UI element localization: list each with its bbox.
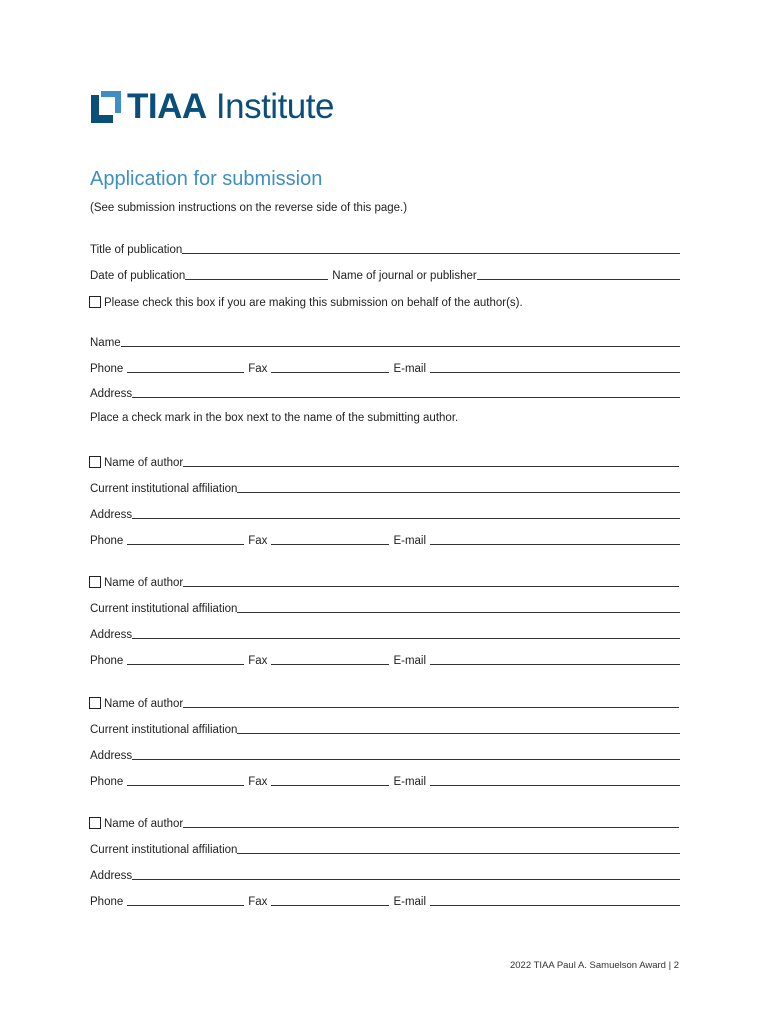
submitter-phone-label: Phone: [90, 363, 124, 375]
author-3-contact-row[interactable]: [90, 772, 680, 788]
date-of-publication-label: Date of publication: [90, 270, 186, 282]
author-4-name-field[interactable]: [183, 826, 679, 828]
author-3-address-field[interactable]: [132, 758, 680, 760]
author-2-affiliation-row[interactable]: [90, 599, 680, 615]
title-of-publication-field[interactable]: [182, 252, 680, 254]
author-4-email-field[interactable]: [430, 904, 680, 906]
submitter-email-label: E-mail: [393, 363, 427, 375]
author-2-affiliation-label: Current institutional affiliation: [90, 603, 238, 615]
author-4-affiliation-row[interactable]: [90, 840, 680, 856]
author-1-address-label: Address: [90, 509, 133, 521]
author-1-name-field[interactable]: [183, 465, 679, 467]
author-1-checkbox[interactable]: [89, 456, 101, 468]
author-1-affiliation-label: Current institutional affiliation: [90, 483, 238, 495]
submitter-fax-label: Fax: [248, 363, 268, 375]
author-3-affiliation-label: Current institutional affiliation: [90, 724, 238, 736]
journal-field[interactable]: [477, 278, 680, 280]
behalf-row[interactable]: [89, 293, 679, 309]
author-1-contact-row[interactable]: [90, 531, 680, 547]
logo-text: TIAA Institute: [127, 87, 334, 126]
author-4-name-row[interactable]: [89, 814, 679, 830]
submitter-phone-field[interactable]: [127, 371, 244, 373]
submitter-address-label: Address: [90, 388, 133, 400]
author-2-name-label: Name of author: [104, 577, 184, 589]
author-4-contact-row[interactable]: [90, 892, 680, 908]
author-3-email-field[interactable]: [430, 784, 680, 786]
author-1-name-row[interactable]: [89, 453, 679, 469]
submitter-name-row[interactable]: [90, 333, 680, 349]
author-3-name-row[interactable]: [89, 694, 679, 710]
author-3-name-label: Name of author: [104, 698, 184, 710]
author-4-email-label: E-mail: [393, 896, 427, 908]
author-1-affiliation-row[interactable]: [90, 479, 680, 495]
author-4-affiliation-field[interactable]: [237, 852, 680, 854]
author-3-fax-label: Fax: [248, 776, 268, 788]
author-4-affiliation-label: Current institutional affiliation: [90, 844, 238, 856]
author-3-phone-label: Phone: [90, 776, 124, 788]
author-1-name-label: Name of author: [104, 457, 184, 469]
form-subtitle: (See submission instructions on the reverse side of this page.): [90, 202, 408, 214]
author-2-phone-field[interactable]: [127, 663, 244, 665]
title-of-publication-row[interactable]: [90, 240, 680, 256]
author-1-affiliation-field[interactable]: [237, 491, 680, 493]
author-4-address-label: Address: [90, 870, 133, 882]
submitter-email-field[interactable]: [430, 371, 680, 373]
author-4-checkbox[interactable]: [89, 817, 101, 829]
author-1-phone-label: Phone: [90, 535, 124, 547]
author-2-name-field[interactable]: [183, 585, 679, 587]
author-3-address-label: Address: [90, 750, 133, 762]
author-3-address-row[interactable]: [90, 746, 680, 762]
journal-label: Name of journal or publisher: [332, 270, 477, 282]
author-1-email-label: E-mail: [393, 535, 427, 547]
author-4-address-field[interactable]: [132, 878, 680, 880]
author-3-affiliation-field[interactable]: [237, 732, 680, 734]
tiaa-logo-icon: [91, 91, 121, 123]
date-of-publication-field[interactable]: [185, 278, 328, 280]
title-of-publication-label: Title of publication: [90, 244, 183, 256]
author-1-phone-field[interactable]: [127, 543, 244, 545]
author-2-email-field[interactable]: [430, 663, 680, 665]
author-2-address-row[interactable]: [90, 625, 680, 641]
author-4-address-row[interactable]: [90, 866, 680, 882]
submitter-contact-row[interactable]: [90, 359, 680, 375]
author-2-contact-row[interactable]: [90, 651, 680, 667]
author-4-fax-field[interactable]: [271, 904, 389, 906]
check-note: Place a check mark in the box next to the name of the submitting author.: [90, 412, 459, 424]
author-3-checkbox[interactable]: [89, 697, 101, 709]
author-1-fax-field[interactable]: [271, 543, 389, 545]
author-1-address-row[interactable]: [90, 505, 680, 521]
author-1-address-field[interactable]: [132, 517, 680, 519]
behalf-checkbox-label: Please check this box if you are making this submission on behalf of the author(s).: [104, 297, 523, 309]
date-journal-row[interactable]: [90, 266, 680, 282]
author-1-fax-label: Fax: [248, 535, 268, 547]
author-2-name-row[interactable]: [89, 573, 679, 589]
submitter-address-row[interactable]: [90, 384, 680, 400]
author-4-name-label: Name of author: [104, 818, 184, 830]
page-footer: 2022 TIAA Paul A. Samuelson Award | 2: [509, 960, 679, 971]
author-2-checkbox[interactable]: [89, 576, 101, 588]
submitter-name-field[interactable]: [121, 345, 680, 347]
author-2-email-label: E-mail: [393, 655, 427, 667]
author-2-address-label: Address: [90, 629, 133, 641]
submitter-fax-field[interactable]: [271, 371, 389, 373]
author-3-affiliation-row[interactable]: [90, 720, 680, 736]
form-title: Application for submission: [90, 168, 323, 190]
author-4-phone-field[interactable]: [127, 904, 244, 906]
tiaa-logo: [91, 89, 334, 125]
submitter-name-label: Name: [90, 337, 121, 349]
author-2-fax-label: Fax: [248, 655, 268, 667]
author-1-email-field[interactable]: [430, 543, 680, 545]
author-4-fax-label: Fax: [248, 896, 268, 908]
behalf-checkbox[interactable]: [89, 296, 101, 308]
author-2-address-field[interactable]: [132, 637, 680, 639]
author-3-phone-field[interactable]: [127, 784, 244, 786]
author-2-affiliation-field[interactable]: [237, 611, 680, 613]
author-3-name-field[interactable]: [183, 706, 679, 708]
author-3-email-label: E-mail: [393, 776, 427, 788]
author-3-fax-field[interactable]: [271, 784, 389, 786]
author-2-phone-label: Phone: [90, 655, 124, 667]
author-2-fax-field[interactable]: [271, 663, 389, 665]
submitter-address-field[interactable]: [132, 396, 680, 398]
author-4-phone-label: Phone: [90, 896, 124, 908]
